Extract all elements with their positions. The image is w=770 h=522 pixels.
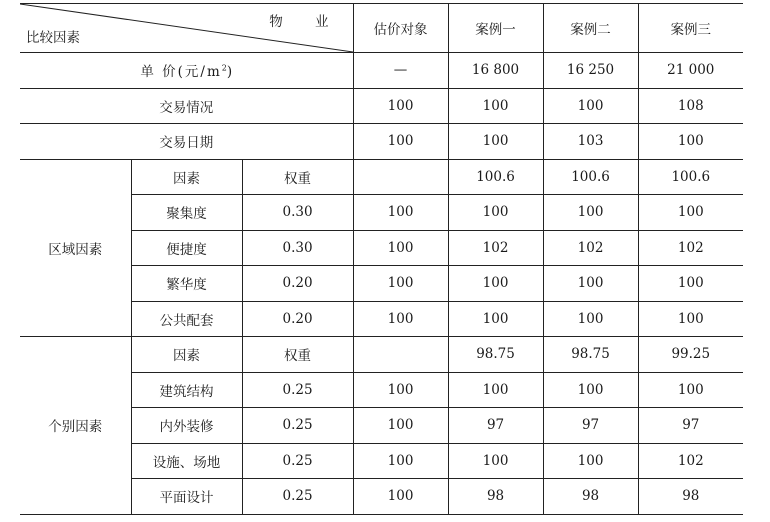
factor-case2: 100	[543, 443, 638, 479]
date-label: 交易日期	[20, 124, 353, 160]
date-case2: 103	[543, 124, 638, 160]
corner-cell	[20, 4, 353, 53]
trade-subject: 100	[353, 88, 448, 124]
price-subject: —	[353, 53, 448, 89]
factor-case3: 102	[638, 230, 743, 266]
date-case1: 100	[448, 124, 543, 160]
factor-case3: 98	[638, 479, 743, 515]
price-label-end: )	[226, 64, 233, 81]
factor-subject: 100	[353, 301, 448, 337]
individual-case3-total: 99.25	[638, 337, 743, 373]
factor-weight: 0.30	[242, 195, 353, 231]
factor-case2: 98	[543, 479, 638, 515]
trade-case3: 108	[638, 88, 743, 124]
factor-name: 建筑结构	[131, 372, 242, 408]
factor-case1: 100	[448, 301, 543, 337]
price-case1: 16 800	[448, 53, 543, 89]
factor-case2: 100	[543, 372, 638, 408]
individual-group-label: 个别因素	[20, 337, 131, 515]
factor-case2: 100	[543, 195, 638, 231]
individual-weight-header: 权重	[242, 337, 353, 373]
factor-case3: 97	[638, 408, 743, 444]
factor-name: 聚集度	[131, 195, 242, 231]
date-case3: 100	[638, 124, 743, 160]
factor-weight: 0.20	[242, 301, 353, 337]
factor-case3: 102	[638, 443, 743, 479]
trade-case1: 100	[448, 88, 543, 124]
factor-case3: 100	[638, 195, 743, 231]
individual-factor-header: 因素	[131, 337, 242, 373]
factor-name: 内外装修	[131, 408, 242, 444]
factor-case1: 100	[448, 195, 543, 231]
individual-header-row	[20, 337, 743, 373]
price-label-sup: 2	[221, 63, 227, 73]
header-row	[20, 4, 743, 53]
factor-name: 平面设计	[131, 479, 242, 515]
factor-subject: 100	[353, 230, 448, 266]
factor-subject: 100	[353, 266, 448, 302]
factor-weight: 0.25	[242, 443, 353, 479]
regional-factor-header: 因素	[131, 159, 242, 195]
factor-weight: 0.20	[242, 266, 353, 302]
subject-header: 估价对象	[353, 4, 448, 53]
date-subject: 100	[353, 124, 448, 160]
factor-case1: 97	[448, 408, 543, 444]
factor-weight: 0.25	[242, 372, 353, 408]
trade-label: 交易情况	[20, 88, 353, 124]
regional-header-row	[20, 159, 743, 195]
factor-name: 设施、场地	[131, 443, 242, 479]
price-case2: 16 250	[543, 53, 638, 89]
individual-case2-total: 98.75	[543, 337, 638, 373]
factor-case3: 100	[638, 301, 743, 337]
corner-top-label: 物 业	[269, 14, 343, 30]
factor-subject: 100	[353, 408, 448, 444]
factor-weight: 0.30	[242, 230, 353, 266]
case1-header: 案例一	[448, 4, 543, 53]
factor-case1: 102	[448, 230, 543, 266]
factor-case2: 100	[543, 301, 638, 337]
factor-name: 繁华度	[131, 266, 242, 302]
factor-weight: 0.25	[242, 408, 353, 444]
price-label: 单 价(元$/m^2$)	[20, 53, 353, 89]
factor-case1: 100	[448, 443, 543, 479]
comparison-table	[20, 3, 743, 515]
price-row	[20, 53, 743, 89]
individual-case1-total: 98.75	[448, 337, 543, 373]
date-row	[20, 124, 743, 160]
factor-subject: 100	[353, 372, 448, 408]
regional-case1-total: 100.6	[448, 159, 543, 195]
trade-row	[20, 88, 743, 124]
factor-subject: 100	[353, 479, 448, 515]
factor-subject: 100	[353, 443, 448, 479]
factor-case1: 100	[448, 266, 543, 302]
case2-header: 案例二	[543, 4, 638, 53]
regional-case2-total: 100.6	[543, 159, 638, 195]
factor-weight: 0.25	[242, 479, 353, 515]
factor-case2: 102	[543, 230, 638, 266]
regional-weight-header: 权重	[242, 159, 353, 195]
factor-name: 公共配套	[131, 301, 242, 337]
factor-name: 便捷度	[131, 230, 242, 266]
regional-case3-total: 100.6	[638, 159, 743, 195]
factor-case2: 97	[543, 408, 638, 444]
regional-subject-total	[353, 159, 448, 195]
price-case3: 21 000	[638, 53, 743, 89]
factor-case1: 98	[448, 479, 543, 515]
individual-subject-total	[353, 337, 448, 373]
factor-case1: 100	[448, 372, 543, 408]
case3-header: 案例三	[638, 4, 743, 53]
corner-bottom-label: 比较因素	[26, 30, 80, 46]
factor-case3: 100	[638, 266, 743, 302]
regional-group-label: 区域因素	[20, 159, 131, 337]
factor-subject: 100	[353, 195, 448, 231]
factor-case3: 100	[638, 372, 743, 408]
trade-case2: 100	[543, 88, 638, 124]
factor-case2: 100	[543, 266, 638, 302]
